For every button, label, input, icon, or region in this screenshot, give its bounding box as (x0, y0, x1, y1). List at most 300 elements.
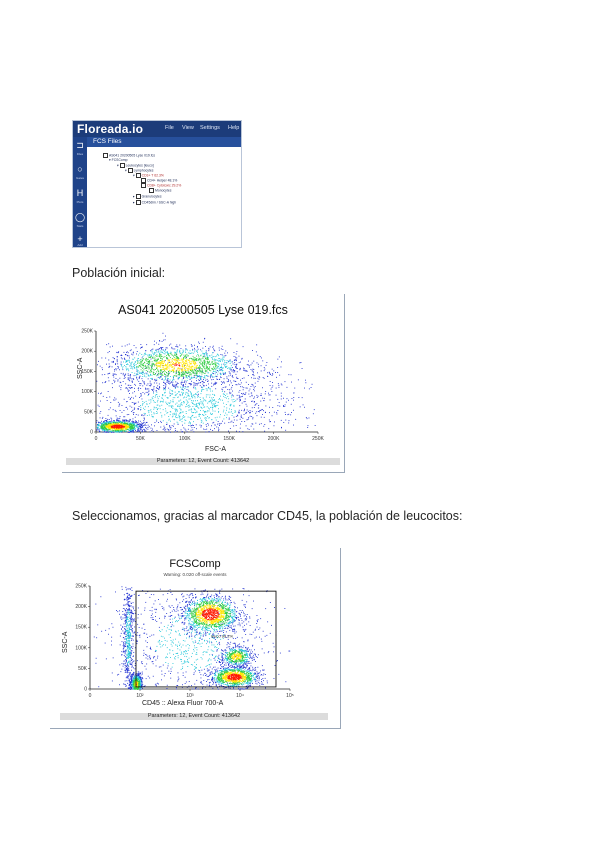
event-point (198, 643, 199, 644)
event-point (161, 422, 162, 423)
event-point (275, 665, 276, 666)
event-point (281, 393, 282, 394)
event-point (134, 408, 135, 409)
event-point (161, 373, 162, 374)
event-point (233, 401, 234, 402)
event-point (196, 366, 197, 367)
tree-item[interactable]: Monocytes (149, 188, 171, 193)
event-point (105, 428, 106, 429)
event-point (277, 359, 278, 360)
event-point (115, 410, 116, 411)
event-point (133, 353, 134, 354)
event-point (154, 354, 155, 355)
event-point (127, 422, 128, 423)
event-point (251, 384, 252, 385)
event-point (216, 370, 217, 371)
event-point (229, 385, 230, 386)
tree-item[interactable]: ▸ Granulocytes (133, 194, 162, 199)
event-point (191, 371, 192, 372)
menu-help[interactable]: Help (228, 125, 240, 131)
event-point (179, 350, 180, 351)
event-point (189, 396, 190, 397)
event-point (215, 371, 216, 372)
menu-file[interactable]: File (165, 125, 174, 131)
event-point (111, 421, 112, 422)
event-point (179, 370, 180, 371)
event-point (168, 378, 169, 379)
event-point (187, 406, 188, 407)
event-point (218, 429, 219, 430)
event-point (172, 361, 173, 362)
event-point (219, 417, 220, 418)
event-point (175, 361, 176, 362)
event-point (164, 373, 165, 374)
event-point (165, 386, 166, 387)
event-point (148, 676, 149, 677)
menu-view[interactable]: View (182, 125, 194, 131)
event-point (174, 386, 175, 387)
event-point (141, 427, 142, 428)
event-point (288, 414, 289, 415)
event-point (186, 400, 187, 401)
event-point (134, 594, 135, 595)
event-point (169, 405, 170, 406)
event-point (231, 369, 232, 370)
event-point (128, 421, 129, 422)
event-point (177, 346, 178, 347)
event-point (136, 403, 137, 404)
event-point (279, 375, 280, 376)
event-point (129, 421, 130, 422)
event-point (146, 404, 147, 405)
event-point (133, 414, 134, 415)
event-point (116, 352, 117, 353)
event-point (240, 428, 241, 429)
event-point (173, 369, 174, 370)
event-point (101, 429, 102, 430)
event-point (127, 610, 128, 611)
event-point (144, 393, 145, 394)
event-point (222, 662, 223, 663)
event-point (192, 367, 193, 368)
event-point (258, 396, 259, 397)
event-point (192, 349, 193, 350)
event-point (285, 412, 286, 413)
event-point (183, 412, 184, 413)
event-point (179, 416, 180, 417)
event-point (220, 423, 221, 424)
event-point (159, 356, 160, 357)
event-point (185, 372, 186, 373)
event-point (146, 669, 147, 670)
event-point (281, 396, 282, 397)
event-point (116, 399, 117, 400)
event-point (239, 369, 240, 370)
event-point (193, 362, 194, 363)
event-point (129, 366, 130, 367)
event-point (185, 406, 186, 407)
event-point (135, 426, 136, 427)
event-point (173, 356, 174, 357)
event-point (192, 345, 193, 346)
event-point (168, 388, 169, 389)
event-point (175, 381, 176, 382)
event-point (211, 641, 212, 642)
event-point (270, 400, 271, 401)
event-point (115, 363, 116, 364)
event-point (132, 430, 133, 431)
event-point (126, 616, 127, 617)
event-point (99, 430, 100, 431)
event-point (285, 420, 286, 421)
event-point (256, 411, 257, 412)
event-point (230, 393, 231, 394)
y-tick-label: 100K (75, 645, 87, 652)
menu-settings[interactable]: Settings (200, 125, 220, 131)
tree-item[interactable]: ▾ Leukocytes [leuco] (117, 163, 154, 168)
event-point (205, 419, 206, 420)
event-point (111, 422, 112, 423)
event-point (187, 350, 188, 351)
event-point (105, 358, 106, 359)
event-point (180, 356, 181, 357)
event-point (177, 397, 178, 398)
event-point (221, 374, 222, 375)
event-point (240, 362, 241, 363)
event-point (124, 352, 125, 353)
event-point (191, 344, 192, 345)
event-point (156, 363, 157, 364)
event-point (184, 373, 185, 374)
event-point (198, 383, 199, 384)
tree-item[interactable]: ▾ Lymphocytes (125, 168, 154, 173)
event-point (136, 427, 137, 428)
event-point (124, 634, 125, 635)
event-point (130, 385, 131, 386)
event-point (188, 393, 189, 394)
event-point (192, 594, 193, 595)
add-icon[interactable]: + (77, 234, 83, 244)
event-point (122, 626, 123, 627)
event-point (153, 369, 154, 370)
event-point (157, 401, 158, 402)
event-point (220, 590, 221, 591)
event-point (187, 666, 188, 667)
event-point (222, 391, 223, 392)
floreada-topbar (73, 121, 241, 137)
event-point (134, 375, 135, 376)
event-point (174, 379, 175, 380)
event-point (175, 409, 176, 410)
event-point (106, 397, 107, 398)
event-point (182, 684, 183, 685)
event-point (294, 388, 295, 389)
event-point (123, 618, 124, 619)
event-point (210, 400, 211, 401)
event-point (110, 421, 111, 422)
event-point (151, 350, 152, 351)
event-point (197, 377, 198, 378)
event-point (124, 416, 125, 417)
event-point (194, 427, 195, 428)
event-point (113, 409, 114, 410)
event-point (178, 371, 179, 372)
event-point (185, 429, 186, 430)
event-point (197, 352, 198, 353)
event-point (228, 431, 229, 432)
event-point (202, 404, 203, 405)
event-point (293, 425, 294, 426)
event-point (228, 375, 229, 376)
event-point (285, 414, 286, 415)
event-point (119, 386, 120, 387)
event-point (219, 347, 220, 348)
event-point (288, 423, 289, 424)
event-point (211, 671, 212, 672)
event-point (315, 425, 316, 426)
event-point (164, 618, 165, 619)
event-point (175, 362, 176, 363)
event-point (165, 379, 166, 380)
tree-item[interactable]: CD4+ Helper 48.1% (141, 178, 177, 183)
event-point (228, 639, 229, 640)
event-point (261, 409, 262, 410)
event-point (233, 426, 234, 427)
event-point (100, 393, 101, 394)
event-point (231, 387, 232, 388)
event-point (138, 374, 139, 375)
event-point (157, 409, 158, 410)
event-point (155, 350, 156, 351)
event-point (170, 400, 171, 401)
event-point (139, 406, 140, 407)
event-point (115, 422, 116, 423)
event-point (224, 360, 225, 361)
event-point (123, 643, 124, 644)
event-point (259, 376, 260, 377)
event-point (198, 371, 199, 372)
event-point (178, 423, 179, 424)
event-point (132, 427, 133, 428)
event-point (240, 380, 241, 381)
event-point (205, 353, 206, 354)
event-point (266, 365, 267, 366)
tree-item[interactable]: CD8+ Cytotoxic 29.2% (141, 183, 181, 188)
event-point (194, 651, 195, 652)
event-point (109, 428, 110, 429)
tree-item[interactable]: ▾ CD3+ T 62.3% (133, 173, 164, 178)
tree-item[interactable]: ▸ CD45dim / SSC-A high (133, 200, 177, 205)
event-point (247, 364, 248, 365)
event-point (126, 651, 127, 652)
event-point (253, 369, 254, 370)
event-point (247, 406, 248, 407)
event-point (190, 422, 191, 423)
event-point (114, 400, 115, 401)
event-point (170, 357, 171, 358)
event-point (162, 347, 163, 348)
event-point (119, 369, 120, 370)
event-point (259, 377, 260, 378)
event-point (172, 393, 173, 394)
event-point (226, 362, 227, 363)
event-point (116, 420, 117, 421)
event-point (187, 393, 188, 394)
event-point (202, 387, 203, 388)
event-point (126, 368, 127, 369)
event-point (234, 631, 235, 632)
event-point (139, 360, 140, 361)
event-point (178, 383, 179, 384)
event-point (245, 634, 246, 635)
event-point (202, 376, 203, 377)
event-point (170, 364, 171, 365)
event-point (127, 596, 128, 597)
event-point (149, 385, 150, 386)
event-point (181, 382, 182, 383)
event-point (269, 407, 270, 408)
event-point (165, 429, 166, 430)
event-point (303, 404, 304, 405)
event-point (118, 418, 119, 419)
event-point (183, 415, 184, 416)
event-point (158, 349, 159, 350)
event-point (205, 400, 206, 401)
event-point (185, 677, 186, 678)
fcs-files-header (87, 137, 241, 147)
event-point (113, 357, 114, 358)
gate-icon[interactable]: ○ (77, 164, 83, 174)
event-point (126, 425, 127, 426)
event-point (120, 618, 121, 619)
event-point (113, 422, 114, 423)
y-tick-label: 200K (75, 604, 87, 611)
event-point (200, 370, 201, 371)
event-point (137, 430, 138, 431)
event-point (144, 366, 145, 367)
event-point (200, 359, 201, 360)
event-point (213, 369, 214, 370)
event-point (210, 346, 211, 347)
event-point (148, 359, 149, 360)
event-point (142, 371, 143, 372)
event-point (272, 374, 273, 375)
plot-icon[interactable]: H (76, 188, 84, 198)
event-point (161, 370, 162, 371)
event-point (127, 619, 128, 620)
event-point (131, 426, 132, 427)
event-point (240, 397, 241, 398)
event-point (191, 400, 192, 401)
tree-item[interactable]: AS041 20200505 Lyse 019.fcs (103, 153, 155, 158)
event-point (194, 377, 195, 378)
event-point (127, 364, 128, 365)
event-point (194, 368, 195, 369)
event-point (130, 634, 131, 635)
stats-icon[interactable]: ◯ (75, 212, 86, 222)
event-point (146, 376, 147, 377)
event-point (131, 646, 132, 647)
event-point (212, 413, 213, 414)
event-point (171, 362, 172, 363)
event-point (134, 610, 135, 611)
event-point (181, 376, 182, 377)
event-point (122, 589, 123, 590)
event-point (165, 339, 166, 340)
event-point (260, 401, 261, 402)
y-tick-label: 250K (75, 583, 87, 590)
event-point (207, 411, 208, 412)
event-point (234, 370, 235, 371)
event-point (107, 426, 108, 427)
event-point (141, 429, 142, 430)
event-point (231, 397, 232, 398)
event-point (157, 396, 158, 397)
event-point (141, 347, 142, 348)
event-point (141, 661, 142, 662)
event-point (124, 378, 125, 379)
event-point (243, 393, 244, 394)
event-point (126, 668, 127, 669)
event-point (161, 374, 162, 375)
event-point (168, 429, 169, 430)
x-tick-label: 0 (88, 693, 92, 699)
event-point (254, 407, 255, 408)
event-point (210, 364, 211, 365)
event-point (133, 379, 134, 380)
event-point (287, 398, 288, 399)
event-point (211, 357, 212, 358)
event-point (135, 429, 136, 430)
event-point (108, 634, 109, 635)
event-point (169, 629, 170, 630)
event-point (205, 414, 206, 415)
event-point (244, 631, 245, 632)
tree-item[interactable]: ▾ FCSComp (109, 158, 128, 162)
event-point (147, 389, 148, 390)
event-point (161, 348, 162, 349)
event-point (144, 381, 145, 382)
event-point (152, 361, 153, 362)
event-point (252, 350, 253, 351)
file-icon[interactable]: ⊐ (76, 140, 84, 150)
event-point (251, 364, 252, 365)
event-point (197, 375, 198, 376)
event-point (140, 388, 141, 389)
event-point (166, 347, 167, 348)
event-point (177, 350, 178, 351)
event-point (125, 374, 126, 375)
event-point (188, 373, 189, 374)
event-point (176, 599, 177, 600)
event-point (169, 368, 170, 369)
event-point (144, 362, 145, 363)
event-point (120, 671, 121, 672)
event-point (126, 665, 127, 666)
event-point (127, 663, 128, 664)
event-point (154, 386, 155, 387)
event-point (209, 409, 210, 410)
event-point (314, 409, 315, 410)
event-point (181, 419, 182, 420)
event-point (133, 621, 134, 622)
event-point (231, 365, 232, 366)
event-point (177, 347, 178, 348)
event-point (192, 598, 193, 599)
event-point (133, 661, 134, 662)
event-point (196, 369, 197, 370)
event-point (233, 380, 234, 381)
